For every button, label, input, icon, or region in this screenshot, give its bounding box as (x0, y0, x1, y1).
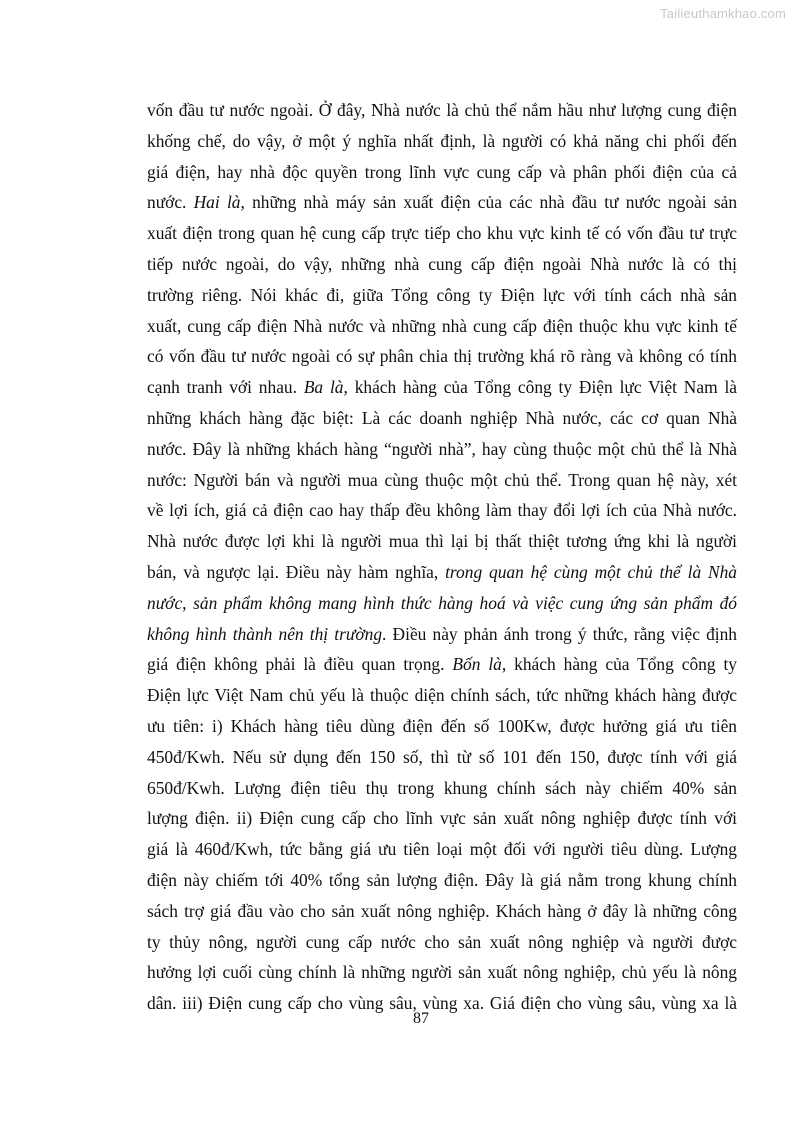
text-segment: dân. iii) Điện cung cấp cho vùng sâu, vùng xa. Giá điện cho vùng sâu, vùng xa là (147, 993, 737, 1014)
text-line (147, 403, 737, 434)
text-segment: lượng điện. ii) Điện cung cấp cho lĩnh vực sản xuất nông nghiệp được tính với (147, 808, 737, 829)
italic-text: nước, sản phẩm không mang hình thức hàng hoá và việc cung ứng sản phẩm đó (147, 592, 737, 613)
text-segment: về lợi ích, giá cả điện cao hay thấp đều không làm thay đổi lợi ích của Nhà nước. (147, 500, 737, 521)
text-segment: ưu tiên: i) Khách hàng tiêu dùng điện đến số 100Kw, được hưởng giá ưu tiên (147, 715, 737, 736)
text-line (147, 619, 737, 650)
text-segment: , những nhà máy sản xuất điện của các nhà đầu tư nước ngoài sản (240, 192, 738, 213)
text-line (147, 957, 737, 988)
text-line (147, 280, 737, 311)
text-segment: sách trợ giá đầu vào cho sản xuất nông nghiệp. Khách hàng ở đây là những công (147, 900, 737, 921)
text-line (147, 865, 737, 896)
text-segment: giá là 460đ/Kwh, tức bằng giá ưu tiên loại một đối với người tiêu dùng. Lượng (147, 839, 737, 860)
text-line (147, 834, 737, 865)
italic-text: trong quan hệ cùng một chủ thể là Nhà (445, 561, 738, 582)
text-line (147, 742, 737, 773)
text-segment: khống chế, do vậy, ở một ý nghĩa nhất định, là người có khả năng chi phối đến (147, 130, 737, 151)
text-segment: xuất điện trong quan hệ cung cấp trực tiếp cho khu vực kinh tế có vốn đầu tư trực (147, 223, 737, 244)
italic-text: không hình thành nên thị trường (147, 623, 383, 644)
text-line (147, 495, 737, 526)
text-segment: 450đ/Kwh. Nếu sử dụng đến 150 số, thì từ số 101 đến 150, được tính với giá (147, 746, 737, 767)
text-line (147, 680, 737, 711)
text-segment: những khách hàng đặc biệt: Là các doanh nghiệp Nhà nước, các cơ quan Nhà (147, 407, 737, 428)
text-segment: Nhà nước được lợi khi là người mua thì lại bị thất thiệt tương ứng khi là người (147, 531, 737, 552)
text-line (147, 588, 737, 619)
text-segment: Điện lực Việt Nam chủ yếu là thuộc diện chính sách, tức những khách hàng được (147, 685, 737, 706)
text-line (147, 434, 737, 465)
text-segment: vốn đầu tư nước ngoài. Ở đây, Nhà nước là chủ thể nắm hầu như lượng cung điện (147, 100, 737, 120)
text-line (147, 557, 737, 588)
text-segment: nước. Đây là những khách hàng “người nhà”, hay cùng thuộc một chủ thể là Nhà (147, 438, 737, 459)
text-segment: hưởng lợi cuối cùng chính là những người sản xuất nông nghiệp, chủ yếu là nông (147, 962, 737, 983)
text-segment: bán, và ngược lại. Điều này hàm nghĩa, (147, 561, 446, 582)
text-line (147, 773, 737, 804)
text-line (147, 187, 737, 218)
text-segment: 650đ/Kwh. Lượng điện tiêu thụ trong khung chính sách này chiếm 40% sản (147, 777, 737, 798)
text-line (147, 649, 737, 680)
text-segment: ty thủy nông, người cung cấp nước cho sản xuất nông nghiệp và người được (147, 931, 737, 952)
text-line (147, 249, 737, 280)
text-segment: giá điện, hay nhà độc quyền trong lĩnh vực cung cấp và phân phối điện của cả (147, 161, 737, 182)
watermark: Tailieuthamkhao.com (660, 6, 786, 21)
text-segment: xuất, cung cấp điện Nhà nước và những nhà cung cấp điện thuộc khu vực kinh tế (147, 315, 737, 336)
body-text (147, 95, 737, 1019)
text-segment: , khách hàng của Tổng công ty Điện lực Việt Nam là (343, 377, 738, 398)
text-segment: có vốn đầu tư nước ngoài có sự phân chia thị trường khá rõ ràng và không có tính (147, 346, 737, 367)
text-line (147, 341, 737, 372)
text-line (147, 372, 737, 403)
text-line (147, 526, 737, 557)
text-line (147, 896, 737, 927)
text-line (147, 927, 737, 958)
italic-text: Ba là (303, 377, 344, 398)
page-number: 87 (413, 1010, 429, 1027)
text-line (147, 126, 737, 157)
text-segment: trường riêng. Nói khác đi, giữa Tổng công ty Điện lực với tính cách nhà sản (147, 284, 737, 305)
text-segment: , khách hàng của Tổng công ty (501, 654, 738, 675)
text-line (147, 218, 737, 249)
text-segment: tiếp nước ngoài, do vậy, những nhà cung cấp điện ngoài Nhà nước là có thị (147, 253, 737, 274)
text-line (147, 157, 737, 188)
italic-text: Hai là (193, 192, 241, 213)
text-line (147, 711, 737, 742)
text-segment: điện này chiếm tới 40% tổng sản lượng điện. Đây là giá nằm trong khung chính (147, 869, 737, 890)
text-line (147, 465, 737, 496)
text-line (147, 803, 737, 834)
text-segment: . Điều này phản ánh trong ý thức, rằng việc định (382, 623, 737, 644)
italic-text: Bốn là (452, 654, 502, 675)
text-segment: giá điện không phải là điều quan trọng. (147, 654, 453, 675)
text-line (147, 95, 737, 126)
text-segment: nước: Người bán và người mua cùng thuộc một chủ thể. Trong quan hệ này, xét (147, 469, 737, 490)
text-segment: cạnh tranh với nhau. (147, 377, 304, 398)
text-segment: nước. (147, 192, 194, 213)
text-line (147, 311, 737, 342)
